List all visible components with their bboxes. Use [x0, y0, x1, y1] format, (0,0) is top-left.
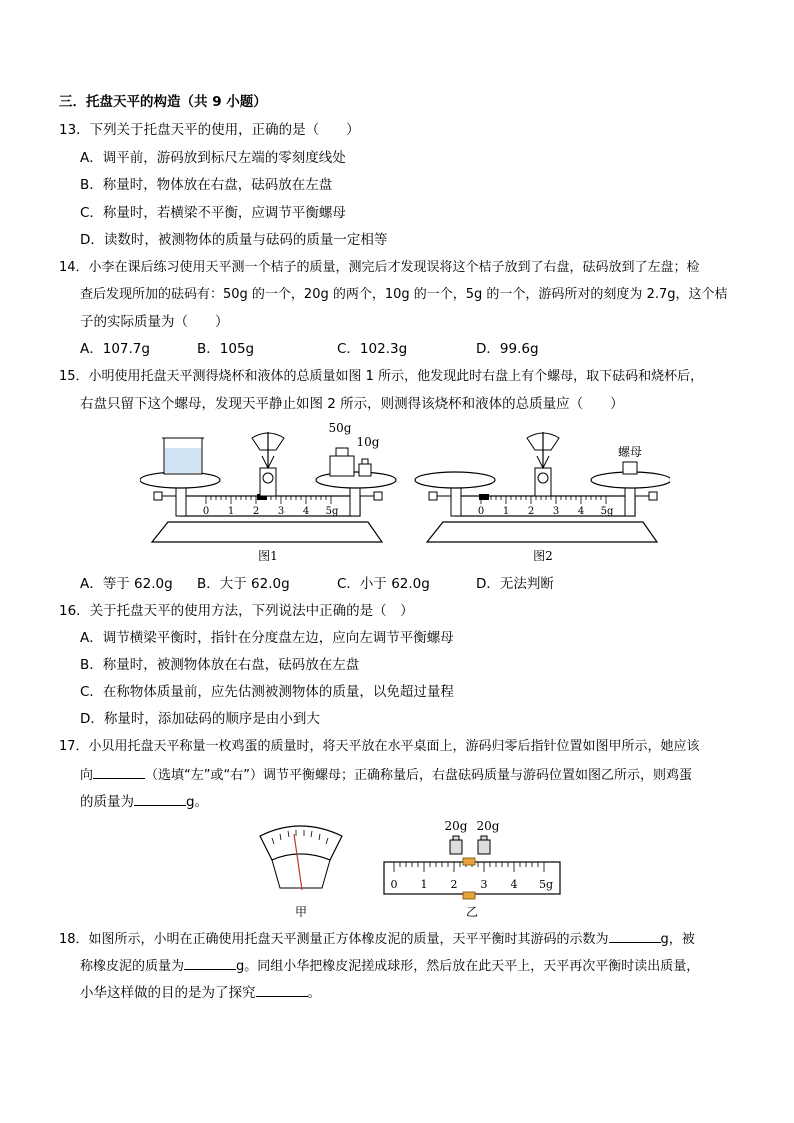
q17-line3-end: g。: [186, 794, 209, 810]
q18-blank-mass[interactable]: [184, 955, 236, 970]
fig1-weight-10g: 10g: [356, 435, 380, 449]
q17-blank-mass[interactable]: [134, 791, 186, 806]
q18-line2-start: 称橡皮泥的质量为: [80, 959, 185, 974]
q18-line1: [59, 928, 695, 950]
figure-jia-label: 甲: [294, 905, 308, 919]
fig1-tick-4: 4: [302, 506, 310, 517]
q18-line2: [80, 955, 699, 977]
q17-line2-start: 向: [80, 768, 94, 783]
q15-option-b: B．大于 62.0g: [197, 576, 290, 592]
q14-line2: 查后发现所加的砝码有：50g 的一个，20g 的两个，10g 的一个，5g 的一个，游码所对的刻度为 2.7g，这个桔: [80, 287, 728, 302]
q13-option-c: C．称量时，若横梁不平衡，应调节平衡螺母: [80, 205, 346, 221]
q14-line3: 子的实际质量为（ ）: [80, 314, 229, 330]
q15-option-a: A．等于 62.0g: [80, 576, 173, 592]
figure1-balance: [140, 421, 396, 563]
fig1-caption: 图1: [258, 549, 278, 563]
fig2-tick-4: 4: [577, 506, 585, 517]
q18-line3: [80, 982, 321, 1003]
fig-yi-tick-5: 5g: [538, 878, 554, 891]
q18-line2-rest: g。同组小华把橡皮泥搓成球形，然后放在此天平上，天平再次平衡时读出质量，: [236, 959, 700, 974]
q16-option-a: A．调节横梁平衡时，指针在分度盘左边，应向左调节平衡螺母: [80, 630, 454, 646]
fig1-tick-3: 3: [277, 506, 285, 517]
q16-option-b: B．称量时，被测物体放在右盘，砝码放在左盘: [80, 657, 360, 673]
q13-option-d: D．读数时，被测物体的质量与砝码的质量一定相等: [80, 232, 388, 248]
q14-option-c: C．102.3g: [337, 341, 408, 357]
q14-option-b: B．105g: [197, 341, 255, 357]
figure2-balance: [415, 432, 670, 563]
q13-stem: 13．下列关于托盘天平的使用，正确的是（ ）: [59, 122, 360, 138]
fig-yi-tick-2: 2: [450, 878, 458, 891]
q15-option-c: C．小于 62.0g: [337, 576, 430, 592]
fig-yi-tick-1: 1: [420, 878, 428, 891]
fig-yi-tick-4: 4: [510, 878, 518, 891]
q14-line1: 14．小李在课后练习使用天平测一个桔子的质量，测完后才发现误将这个桔子放到了右盘，砝码放到了左盘；检: [59, 260, 700, 275]
fig2-nut-label: 螺母: [617, 445, 643, 459]
fig1-weight-50g: 50g: [328, 421, 352, 435]
q15-option-d: D．无法判断: [476, 576, 554, 592]
fig2-tick-0: 0: [477, 506, 485, 517]
q16-option-d: D．称量时，添加砝码的顺序是由小到大: [80, 711, 320, 727]
section-title: 三．托盘天平的构造（共 9 小题）: [59, 94, 267, 110]
q17-blank-direction[interactable]: [93, 764, 145, 779]
fig1-tick-0: 0: [202, 506, 210, 517]
fig2-tick-5: 5g: [600, 506, 614, 517]
fig1-tick-2: 2: [252, 506, 260, 517]
fig-yi-tick-0: 0: [390, 878, 398, 891]
q18-line3-end: 。: [307, 985, 321, 1001]
q16-option-c: C．在称物体质量前，应先估测被测物体的质量，以免超过量程: [80, 684, 454, 700]
fig-yi-weight-b: 20g: [476, 819, 500, 833]
figure-jia-dial: [260, 826, 342, 919]
q13-option-a: A．调平前，游码放到标尺左端的零刻度线处: [80, 150, 346, 166]
fig1-tick-5: 5g: [325, 506, 339, 517]
balance-figures: [140, 418, 670, 570]
q14-option-a: A．107.7g: [80, 341, 150, 357]
q13-option-b: B．称量时，物体放在右盘，砝码放在左盘: [80, 177, 333, 193]
q15-line1: 15．小明使用托盘天平测得烧杯和液体的总质量如图 1 所示，他发现此时右盘上有个螺母，取下砝码和烧杯后，: [59, 369, 704, 384]
fig1-tick-1: 1: [227, 506, 235, 517]
q18-blank-rider[interactable]: [609, 928, 661, 943]
q17-line3-start: 的质量为: [80, 794, 134, 810]
q17-line2: [80, 764, 692, 786]
fig-yi-weight-a: 20g: [444, 819, 468, 833]
q17-line3: [80, 791, 208, 812]
q17-line1: 17．小贝用托盘天平称量一枚鸡蛋的质量时，将天平放在水平桌面上，游码归零后指针位置如图甲所示，她应该: [59, 739, 700, 754]
fig2-tick-3: 3: [552, 506, 560, 517]
q17-line2-rest: （选填“左”或“右”）调节平衡螺母；正确称量后，右盘砝码质量与游码位置如图乙所示，则鸡蛋: [145, 768, 692, 783]
figure-yi-scale: [384, 819, 560, 919]
q17-figures: [250, 812, 580, 920]
fig2-tick-1: 1: [502, 506, 510, 517]
q14-option-d: D．99.6g: [476, 341, 539, 357]
q18-line3-start: 小华这样做的目的是为了探究: [80, 985, 256, 1001]
q18-line1-end: g，被: [660, 932, 695, 947]
fig2-caption: 图2: [533, 549, 553, 563]
q18-line1-start: 18．如图所示，小明在正确使用托盘天平测量正方体橡皮泥的质量，天平平衡时其游码的示数为: [59, 932, 609, 947]
q15-line2: 右盘只留下这个螺母，发现天平静止如图 2 所示，则测得该烧杯和液体的总质量应（ ）: [80, 396, 624, 412]
fig-yi-tick-3: 3: [480, 878, 488, 891]
figure-yi-label: 乙: [465, 905, 479, 919]
q16-stem: 16．关于托盘天平的使用方法，下列说法中正确的是（ ）: [59, 603, 414, 619]
fig2-tick-2: 2: [527, 506, 535, 517]
q18-blank-purpose[interactable]: [256, 982, 308, 997]
